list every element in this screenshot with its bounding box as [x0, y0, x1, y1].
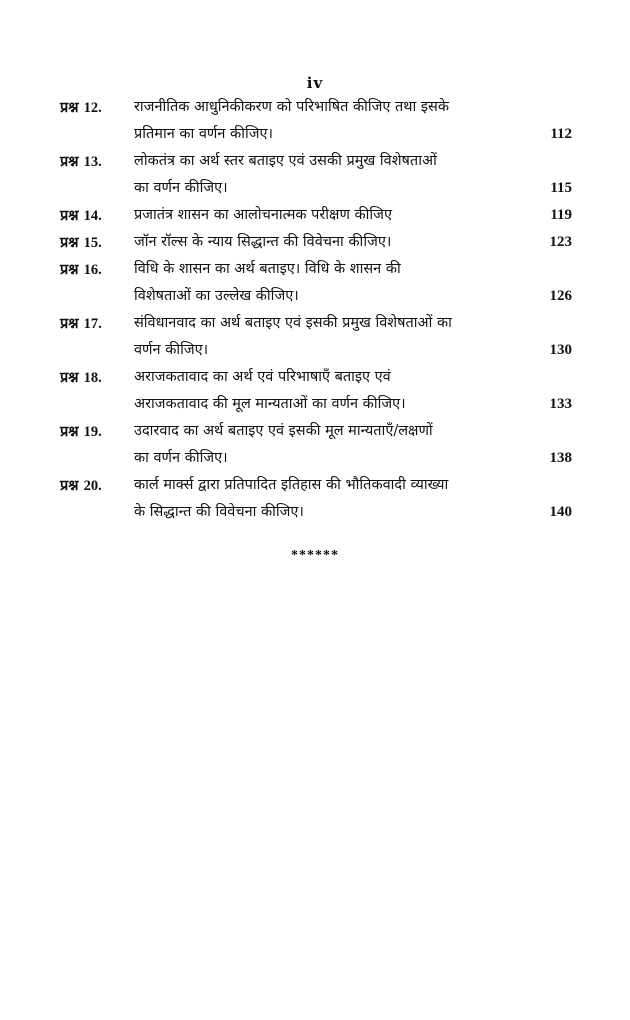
question-label	[60, 229, 102, 257]
toc-entry	[60, 418, 572, 472]
toc-entry	[60, 202, 572, 229]
toc-entry	[60, 364, 572, 418]
question-label	[60, 202, 102, 230]
question-number: 16.	[83, 262, 102, 278]
question-prefix: प्रश्न	[60, 234, 79, 251]
question-label	[60, 418, 102, 446]
toc-entry	[60, 472, 572, 526]
question-label	[60, 94, 102, 122]
question-number: 19.	[83, 424, 102, 440]
question-number: 17.	[83, 316, 102, 332]
question-text: वर्णन कीजिए।	[134, 342, 209, 358]
page-number: iv	[306, 74, 324, 92]
question-prefix: प्रश्न	[60, 99, 79, 116]
question-label	[60, 148, 102, 176]
question-number: 15.	[83, 235, 102, 251]
table-of-contents	[60, 94, 572, 526]
question-prefix: प्रश्न	[60, 153, 79, 170]
question-text: का वर्णन कीजिए।	[134, 450, 228, 466]
question-text: विशेषताओं का उल्लेख कीजिए।	[134, 288, 299, 304]
question-prefix: प्रश्न	[60, 207, 79, 224]
toc-entry	[60, 94, 572, 148]
page-ref: 119	[550, 207, 572, 223]
page-ref: 123	[549, 234, 572, 250]
question-text: अराजकतावाद की मूल मान्यताओं का वर्णन कीजिए।	[134, 396, 406, 412]
question-label	[60, 256, 102, 284]
page-ref: 140	[549, 504, 572, 520]
toc-entry	[60, 256, 572, 310]
question-text: राजनीतिक आधुनिकीकरण को परिभाषित कीजिए तथा इसके	[134, 99, 449, 115]
toc-entry	[60, 148, 572, 202]
end-asterisks: ******	[291, 548, 339, 563]
question-prefix: प्रश्न	[60, 261, 79, 278]
page-ref: 130	[549, 342, 572, 358]
question-number: 20.	[83, 478, 102, 494]
page-ref: 133	[549, 396, 572, 412]
toc-entry	[60, 310, 572, 364]
question-label	[60, 472, 102, 500]
question-prefix: प्रश्न	[60, 423, 79, 440]
question-label	[60, 310, 102, 338]
question-number: 18.	[83, 370, 102, 386]
question-text: जॉन रॉल्स के न्याय सिद्धान्त की विवेचना कीजिए।	[134, 234, 392, 250]
question-text: अराजकतावाद का अर्थ एवं परिभाषाएँ बताइए एवं	[134, 369, 391, 385]
page-ref: 112	[550, 126, 572, 142]
page-ref: 115	[550, 180, 572, 196]
question-prefix: प्रश्न	[60, 369, 79, 386]
page-ref: 126	[549, 288, 572, 304]
question-text: प्रतिमान का वर्णन कीजिए।	[134, 126, 273, 142]
question-text: कार्ल मार्क्स द्वारा प्रतिपादित इतिहास की भौतिकवादी व्याख्या	[134, 477, 449, 493]
question-text: उदारवाद का अर्थ बताइए एवं इसकी मूल मान्यताएँ/लक्षणों	[134, 423, 433, 439]
question-prefix: प्रश्न	[60, 477, 79, 494]
question-text: विधि के शासन का अर्थ बताइए। विधि के शासन की	[134, 261, 401, 277]
question-label	[60, 364, 102, 392]
question-prefix: प्रश्न	[60, 315, 79, 332]
question-text: प्रजातंत्र शासन का आलोचनात्मक परीक्षण कीजिए	[134, 207, 392, 223]
page-ref: 138	[549, 450, 572, 466]
question-text: लोकतंत्र का अर्थ स्तर बताइए एवं उसकी प्रमुख विशेषताओं	[134, 153, 437, 169]
question-text: का वर्णन कीजिए।	[134, 180, 228, 196]
question-number: 14.	[83, 208, 102, 224]
question-number: 13.	[83, 154, 102, 170]
question-text: संविधानवाद का अर्थ बताइए एवं इसकी प्रमुख विशेषताओं का	[134, 315, 452, 331]
question-number: 12.	[83, 100, 102, 116]
toc-entry	[60, 229, 572, 256]
question-text: के सिद्धान्त की विवेचना कीजिए।	[134, 504, 304, 520]
